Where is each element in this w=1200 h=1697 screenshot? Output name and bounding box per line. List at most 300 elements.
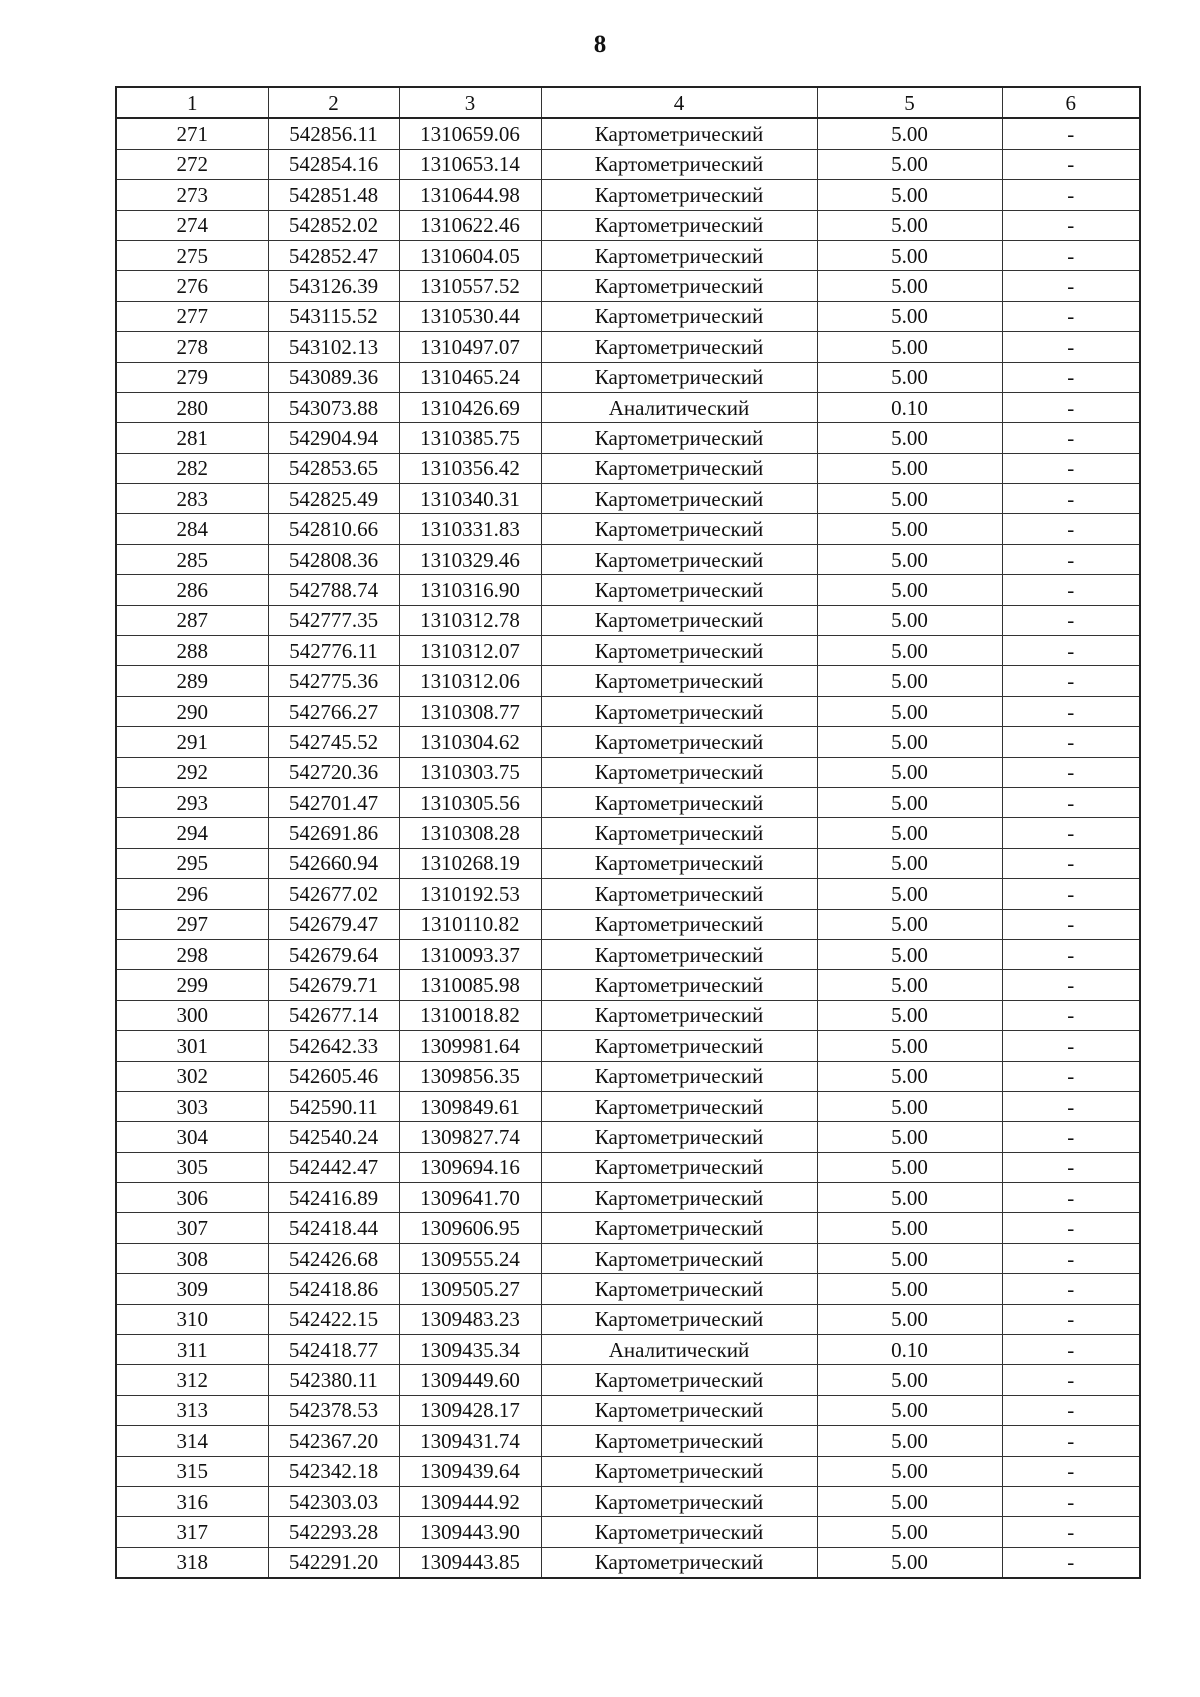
cell-method: Картометрический bbox=[541, 544, 817, 574]
cell-method: Аналитический bbox=[541, 1335, 817, 1365]
cell-note: - bbox=[1002, 1486, 1140, 1516]
cell-coordinate-y: 1309431.74 bbox=[399, 1426, 541, 1456]
cell-method: Картометрический bbox=[541, 757, 817, 787]
table-header bbox=[116, 87, 1140, 118]
table-row bbox=[116, 453, 1140, 483]
cell-note: - bbox=[1002, 727, 1140, 757]
cell-coordinate-x: 542852.02 bbox=[268, 210, 399, 240]
cell-method: Картометрический bbox=[541, 118, 817, 149]
cell-coordinate-x: 542660.94 bbox=[268, 848, 399, 878]
cell-point-number: 313 bbox=[116, 1395, 268, 1425]
cell-note: - bbox=[1002, 514, 1140, 544]
cell-note: - bbox=[1002, 818, 1140, 848]
cell-accuracy: 5.00 bbox=[817, 1183, 1002, 1213]
cell-coordinate-x: 542418.44 bbox=[268, 1213, 399, 1243]
cell-method: Картометрический bbox=[541, 818, 817, 848]
cell-coordinate-y: 1310622.46 bbox=[399, 210, 541, 240]
cell-note: - bbox=[1002, 1122, 1140, 1152]
table-row bbox=[116, 484, 1140, 514]
cell-coordinate-y: 1310340.31 bbox=[399, 484, 541, 514]
cell-accuracy: 5.00 bbox=[817, 1456, 1002, 1486]
table-row bbox=[116, 1243, 1140, 1273]
cell-method: Картометрический bbox=[541, 1213, 817, 1243]
cell-coordinate-y: 1309505.27 bbox=[399, 1274, 541, 1304]
cell-point-number: 298 bbox=[116, 939, 268, 969]
page-number: 8 bbox=[593, 31, 607, 58]
table-row bbox=[116, 362, 1140, 392]
cell-coordinate-x: 542426.68 bbox=[268, 1243, 399, 1273]
cell-coordinate-x: 542904.94 bbox=[268, 423, 399, 453]
cell-method: Картометрический bbox=[541, 1122, 817, 1152]
table-row bbox=[116, 787, 1140, 817]
column-header-1: 1 bbox=[116, 87, 268, 118]
cell-coordinate-y: 1309444.92 bbox=[399, 1486, 541, 1516]
cell-note: - bbox=[1002, 1335, 1140, 1365]
cell-note: - bbox=[1002, 1456, 1140, 1486]
table-row bbox=[116, 1061, 1140, 1091]
cell-point-number: 317 bbox=[116, 1517, 268, 1547]
cell-coordinate-y: 1310085.98 bbox=[399, 970, 541, 1000]
table-row bbox=[116, 1517, 1140, 1547]
table-row bbox=[116, 544, 1140, 574]
table-row bbox=[116, 149, 1140, 179]
cell-note: - bbox=[1002, 1395, 1140, 1425]
cell-note: - bbox=[1002, 301, 1140, 331]
cell-point-number: 282 bbox=[116, 453, 268, 483]
cell-method: Картометрический bbox=[541, 1365, 817, 1395]
cell-accuracy: 5.00 bbox=[817, 149, 1002, 179]
table-row bbox=[116, 757, 1140, 787]
cell-method: Картометрический bbox=[541, 1426, 817, 1456]
cell-note: - bbox=[1002, 149, 1140, 179]
cell-coordinate-y: 1310465.24 bbox=[399, 362, 541, 392]
cell-method: Картометрический bbox=[541, 727, 817, 757]
cell-coordinate-x: 543126.39 bbox=[268, 271, 399, 301]
cell-accuracy: 5.00 bbox=[817, 970, 1002, 1000]
cell-method: Картометрический bbox=[541, 636, 817, 666]
cell-point-number: 277 bbox=[116, 301, 268, 331]
cell-coordinate-y: 1310557.52 bbox=[399, 271, 541, 301]
cell-note: - bbox=[1002, 1183, 1140, 1213]
cell-coordinate-x: 543089.36 bbox=[268, 362, 399, 392]
cell-coordinate-x: 542745.52 bbox=[268, 727, 399, 757]
cell-accuracy: 5.00 bbox=[817, 1486, 1002, 1516]
cell-method: Картометрический bbox=[541, 879, 817, 909]
cell-coordinate-x: 542677.14 bbox=[268, 1000, 399, 1030]
table-row bbox=[116, 1274, 1140, 1304]
cell-method: Картометрический bbox=[541, 484, 817, 514]
cell-method: Картометрический bbox=[541, 696, 817, 726]
table-row bbox=[116, 636, 1140, 666]
cell-accuracy: 5.00 bbox=[817, 271, 1002, 301]
cell-coordinate-x: 542418.77 bbox=[268, 1335, 399, 1365]
cell-method: Картометрический bbox=[541, 514, 817, 544]
cell-accuracy: 5.00 bbox=[817, 1000, 1002, 1030]
cell-note: - bbox=[1002, 879, 1140, 909]
cell-coordinate-y: 1310356.42 bbox=[399, 453, 541, 483]
cell-coordinate-y: 1309856.35 bbox=[399, 1061, 541, 1091]
cell-note: - bbox=[1002, 1000, 1140, 1030]
cell-coordinate-x: 542775.36 bbox=[268, 666, 399, 696]
cell-coordinate-x: 542642.33 bbox=[268, 1031, 399, 1061]
cell-point-number: 275 bbox=[116, 240, 268, 270]
cell-point-number: 291 bbox=[116, 727, 268, 757]
cell-method: Картометрический bbox=[541, 939, 817, 969]
cell-point-number: 293 bbox=[116, 787, 268, 817]
table-row bbox=[116, 1395, 1140, 1425]
cell-method: Картометрический bbox=[541, 575, 817, 605]
cell-method: Картометрический bbox=[541, 970, 817, 1000]
table-row bbox=[116, 240, 1140, 270]
table-row bbox=[116, 879, 1140, 909]
table-row bbox=[116, 1152, 1140, 1182]
cell-coordinate-y: 1309443.90 bbox=[399, 1517, 541, 1547]
cell-accuracy: 5.00 bbox=[817, 605, 1002, 635]
cell-accuracy: 5.00 bbox=[817, 1122, 1002, 1152]
cell-note: - bbox=[1002, 1517, 1140, 1547]
cell-point-number: 307 bbox=[116, 1213, 268, 1243]
cell-point-number: 309 bbox=[116, 1274, 268, 1304]
cell-accuracy: 5.00 bbox=[817, 453, 1002, 483]
cell-method: Картометрический bbox=[541, 1486, 817, 1516]
cell-method: Картометрический bbox=[541, 332, 817, 362]
cell-point-number: 310 bbox=[116, 1304, 268, 1334]
cell-note: - bbox=[1002, 605, 1140, 635]
cell-point-number: 301 bbox=[116, 1031, 268, 1061]
cell-coordinate-x: 542378.53 bbox=[268, 1395, 399, 1425]
cell-accuracy: 5.00 bbox=[817, 118, 1002, 149]
table-row bbox=[116, 666, 1140, 696]
cell-accuracy: 5.00 bbox=[817, 727, 1002, 757]
cell-note: - bbox=[1002, 909, 1140, 939]
cell-coordinate-x: 542590.11 bbox=[268, 1091, 399, 1121]
cell-method: Картометрический bbox=[541, 149, 817, 179]
cell-note: - bbox=[1002, 970, 1140, 1000]
cell-accuracy: 5.00 bbox=[817, 210, 1002, 240]
table-row bbox=[116, 1091, 1140, 1121]
cell-note: - bbox=[1002, 210, 1140, 240]
cell-accuracy: 0.10 bbox=[817, 392, 1002, 422]
cell-accuracy: 5.00 bbox=[817, 818, 1002, 848]
cell-coordinate-y: 1310312.78 bbox=[399, 605, 541, 635]
cell-accuracy: 5.00 bbox=[817, 301, 1002, 331]
cell-point-number: 271 bbox=[116, 118, 268, 149]
cell-coordinate-x: 542810.66 bbox=[268, 514, 399, 544]
table-row bbox=[116, 423, 1140, 453]
cell-method: Картометрический bbox=[541, 1304, 817, 1334]
cell-note: - bbox=[1002, 848, 1140, 878]
cell-method: Картометрический bbox=[541, 423, 817, 453]
cell-note: - bbox=[1002, 423, 1140, 453]
cell-method: Картометрический bbox=[541, 605, 817, 635]
cell-method: Аналитический bbox=[541, 392, 817, 422]
cell-coordinate-y: 1310018.82 bbox=[399, 1000, 541, 1030]
cell-method: Картометрический bbox=[541, 362, 817, 392]
cell-accuracy: 5.00 bbox=[817, 666, 1002, 696]
table-row bbox=[116, 514, 1140, 544]
cell-coordinate-x: 542808.36 bbox=[268, 544, 399, 574]
table-row bbox=[116, 1365, 1140, 1395]
cell-accuracy: 5.00 bbox=[817, 180, 1002, 210]
table-row bbox=[116, 575, 1140, 605]
cell-coordinate-y: 1309435.34 bbox=[399, 1335, 541, 1365]
cell-coordinate-x: 542416.89 bbox=[268, 1183, 399, 1213]
cell-point-number: 296 bbox=[116, 879, 268, 909]
cell-note: - bbox=[1002, 757, 1140, 787]
cell-accuracy: 5.00 bbox=[817, 362, 1002, 392]
cell-coordinate-x: 542422.15 bbox=[268, 1304, 399, 1334]
cell-note: - bbox=[1002, 636, 1140, 666]
cell-note: - bbox=[1002, 1213, 1140, 1243]
cell-method: Картометрический bbox=[541, 1243, 817, 1273]
cell-coordinate-y: 1309483.23 bbox=[399, 1304, 541, 1334]
cell-method: Картометрический bbox=[541, 787, 817, 817]
cell-note: - bbox=[1002, 1365, 1140, 1395]
table-row bbox=[116, 1031, 1140, 1061]
cell-coordinate-x: 543073.88 bbox=[268, 392, 399, 422]
cell-accuracy: 5.00 bbox=[817, 1213, 1002, 1243]
cell-point-number: 302 bbox=[116, 1061, 268, 1091]
cell-point-number: 314 bbox=[116, 1426, 268, 1456]
cell-accuracy: 5.00 bbox=[817, 1061, 1002, 1091]
cell-accuracy: 5.00 bbox=[817, 1547, 1002, 1578]
cell-coordinate-y: 1310268.19 bbox=[399, 848, 541, 878]
cell-coordinate-y: 1310497.07 bbox=[399, 332, 541, 362]
cell-coordinate-x: 542853.65 bbox=[268, 453, 399, 483]
cell-method: Картометрический bbox=[541, 1395, 817, 1425]
cell-coordinate-y: 1310604.05 bbox=[399, 240, 541, 270]
cell-method: Картометрический bbox=[541, 1547, 817, 1578]
cell-point-number: 294 bbox=[116, 818, 268, 848]
cell-coordinate-y: 1309439.64 bbox=[399, 1456, 541, 1486]
cell-method: Картометрический bbox=[541, 453, 817, 483]
cell-coordinate-x: 542442.47 bbox=[268, 1152, 399, 1182]
cell-coordinate-y: 1310530.44 bbox=[399, 301, 541, 331]
cell-accuracy: 5.00 bbox=[817, 1517, 1002, 1547]
cell-method: Картометрический bbox=[541, 1517, 817, 1547]
cell-coordinate-y: 1310312.07 bbox=[399, 636, 541, 666]
cell-accuracy: 5.00 bbox=[817, 240, 1002, 270]
cell-coordinate-y: 1309428.17 bbox=[399, 1395, 541, 1425]
cell-method: Картометрический bbox=[541, 210, 817, 240]
cell-note: - bbox=[1002, 180, 1140, 210]
cell-method: Картометрический bbox=[541, 1031, 817, 1061]
cell-coordinate-x: 542788.74 bbox=[268, 575, 399, 605]
cell-coordinate-x: 542776.11 bbox=[268, 636, 399, 666]
cell-accuracy: 5.00 bbox=[817, 636, 1002, 666]
table-row bbox=[116, 1000, 1140, 1030]
table-row bbox=[116, 1456, 1140, 1486]
cell-point-number: 281 bbox=[116, 423, 268, 453]
cell-point-number: 274 bbox=[116, 210, 268, 240]
cell-coordinate-x: 542766.27 bbox=[268, 696, 399, 726]
table-row bbox=[116, 271, 1140, 301]
table-row bbox=[116, 605, 1140, 635]
cell-method: Картометрический bbox=[541, 1091, 817, 1121]
cell-coordinate-x: 542291.20 bbox=[268, 1547, 399, 1578]
cell-point-number: 316 bbox=[116, 1486, 268, 1516]
cell-accuracy: 0.10 bbox=[817, 1335, 1002, 1365]
table-row bbox=[116, 848, 1140, 878]
cell-coordinate-x: 542852.47 bbox=[268, 240, 399, 270]
cell-accuracy: 5.00 bbox=[817, 1426, 1002, 1456]
cell-note: - bbox=[1002, 1091, 1140, 1121]
cell-note: - bbox=[1002, 362, 1140, 392]
cell-coordinate-y: 1309443.85 bbox=[399, 1547, 541, 1578]
cell-coordinate-y: 1310110.82 bbox=[399, 909, 541, 939]
table-row bbox=[116, 1122, 1140, 1152]
cell-note: - bbox=[1002, 696, 1140, 726]
cell-accuracy: 5.00 bbox=[817, 484, 1002, 514]
cell-point-number: 286 bbox=[116, 575, 268, 605]
table-row bbox=[116, 970, 1140, 1000]
cell-point-number: 276 bbox=[116, 271, 268, 301]
cell-coordinate-x: 542293.28 bbox=[268, 1517, 399, 1547]
column-header-6: 6 bbox=[1002, 87, 1140, 118]
cell-method: Картометрический bbox=[541, 909, 817, 939]
table-row bbox=[116, 392, 1140, 422]
cell-accuracy: 5.00 bbox=[817, 879, 1002, 909]
cell-accuracy: 5.00 bbox=[817, 909, 1002, 939]
cell-method: Картометрический bbox=[541, 666, 817, 696]
table-row bbox=[116, 1304, 1140, 1334]
cell-note: - bbox=[1002, 666, 1140, 696]
cell-point-number: 285 bbox=[116, 544, 268, 574]
cell-coordinate-x: 542679.47 bbox=[268, 909, 399, 939]
cell-note: - bbox=[1002, 240, 1140, 270]
table-row bbox=[116, 696, 1140, 726]
cell-coordinate-x: 542856.11 bbox=[268, 118, 399, 149]
cell-point-number: 287 bbox=[116, 605, 268, 635]
table-row bbox=[116, 1547, 1140, 1578]
cell-coordinate-x: 542777.35 bbox=[268, 605, 399, 635]
cell-point-number: 305 bbox=[116, 1152, 268, 1182]
cell-coordinate-y: 1309555.24 bbox=[399, 1243, 541, 1273]
cell-accuracy: 5.00 bbox=[817, 1274, 1002, 1304]
cell-coordinate-y: 1310653.14 bbox=[399, 149, 541, 179]
cell-coordinate-y: 1309694.16 bbox=[399, 1152, 541, 1182]
cell-note: - bbox=[1002, 1274, 1140, 1304]
cell-coordinate-x: 542679.71 bbox=[268, 970, 399, 1000]
cell-method: Картометрический bbox=[541, 1152, 817, 1182]
cell-method: Картометрический bbox=[541, 1061, 817, 1091]
cell-note: - bbox=[1002, 1061, 1140, 1091]
cell-coordinate-y: 1309981.64 bbox=[399, 1031, 541, 1061]
cell-coordinate-y: 1310192.53 bbox=[399, 879, 541, 909]
cell-coordinate-y: 1310426.69 bbox=[399, 392, 541, 422]
cell-coordinate-y: 1310385.75 bbox=[399, 423, 541, 453]
cell-accuracy: 5.00 bbox=[817, 787, 1002, 817]
table-row bbox=[116, 1486, 1140, 1516]
cell-point-number: 306 bbox=[116, 1183, 268, 1213]
cell-coordinate-y: 1310304.62 bbox=[399, 727, 541, 757]
cell-method: Картометрический bbox=[541, 1183, 817, 1213]
cell-accuracy: 5.00 bbox=[817, 575, 1002, 605]
cell-point-number: 273 bbox=[116, 180, 268, 210]
cell-note: - bbox=[1002, 1426, 1140, 1456]
table-row bbox=[116, 818, 1140, 848]
table-row bbox=[116, 727, 1140, 757]
cell-note: - bbox=[1002, 484, 1140, 514]
cell-coordinate-x: 542605.46 bbox=[268, 1061, 399, 1091]
table-row bbox=[116, 939, 1140, 969]
cell-point-number: 289 bbox=[116, 666, 268, 696]
table-row bbox=[116, 332, 1140, 362]
cell-coordinate-x: 543115.52 bbox=[268, 301, 399, 331]
cell-coordinate-x: 542367.20 bbox=[268, 1426, 399, 1456]
cell-coordinate-y: 1309606.95 bbox=[399, 1213, 541, 1243]
cell-point-number: 312 bbox=[116, 1365, 268, 1395]
cell-coordinate-x: 542825.49 bbox=[268, 484, 399, 514]
cell-coordinate-y: 1310659.06 bbox=[399, 118, 541, 149]
cell-point-number: 311 bbox=[116, 1335, 268, 1365]
cell-note: - bbox=[1002, 271, 1140, 301]
cell-point-number: 318 bbox=[116, 1547, 268, 1578]
cell-coordinate-x: 542679.64 bbox=[268, 939, 399, 969]
cell-accuracy: 5.00 bbox=[817, 332, 1002, 362]
cell-note: - bbox=[1002, 118, 1140, 149]
cell-note: - bbox=[1002, 453, 1140, 483]
cell-point-number: 279 bbox=[116, 362, 268, 392]
cell-note: - bbox=[1002, 1304, 1140, 1334]
cell-accuracy: 5.00 bbox=[817, 514, 1002, 544]
cell-point-number: 315 bbox=[116, 1456, 268, 1486]
cell-accuracy: 5.00 bbox=[817, 939, 1002, 969]
cell-point-number: 280 bbox=[116, 392, 268, 422]
cell-coordinate-x: 543102.13 bbox=[268, 332, 399, 362]
cell-coordinate-x: 542854.16 bbox=[268, 149, 399, 179]
table-row bbox=[116, 118, 1140, 149]
cell-coordinate-y: 1309827.74 bbox=[399, 1122, 541, 1152]
cell-note: - bbox=[1002, 332, 1140, 362]
cell-coordinate-y: 1310308.77 bbox=[399, 696, 541, 726]
column-header-2: 2 bbox=[268, 87, 399, 118]
table-row bbox=[116, 301, 1140, 331]
cell-coordinate-x: 542540.24 bbox=[268, 1122, 399, 1152]
cell-coordinate-x: 542380.11 bbox=[268, 1365, 399, 1395]
cell-coordinate-y: 1310312.06 bbox=[399, 666, 541, 696]
cell-accuracy: 5.00 bbox=[817, 1243, 1002, 1273]
column-header-3: 3 bbox=[399, 87, 541, 118]
cell-accuracy: 5.00 bbox=[817, 1304, 1002, 1334]
cell-coordinate-y: 1309641.70 bbox=[399, 1183, 541, 1213]
table-row bbox=[116, 1335, 1140, 1365]
cell-point-number: 295 bbox=[116, 848, 268, 878]
table-row bbox=[116, 1183, 1140, 1213]
cell-coordinate-x: 542720.36 bbox=[268, 757, 399, 787]
cell-point-number: 278 bbox=[116, 332, 268, 362]
cell-accuracy: 5.00 bbox=[817, 1091, 1002, 1121]
column-header-5: 5 bbox=[817, 87, 1002, 118]
cell-point-number: 304 bbox=[116, 1122, 268, 1152]
table-row bbox=[116, 210, 1140, 240]
cell-point-number: 300 bbox=[116, 1000, 268, 1030]
cell-method: Картометрический bbox=[541, 1274, 817, 1304]
table-body bbox=[116, 118, 1140, 1578]
cell-accuracy: 5.00 bbox=[817, 696, 1002, 726]
cell-coordinate-y: 1310308.28 bbox=[399, 818, 541, 848]
table-row bbox=[116, 180, 1140, 210]
cell-point-number: 272 bbox=[116, 149, 268, 179]
cell-note: - bbox=[1002, 1243, 1140, 1273]
cell-accuracy: 5.00 bbox=[817, 757, 1002, 787]
header-row bbox=[116, 87, 1140, 118]
cell-coordinate-x: 542342.18 bbox=[268, 1456, 399, 1486]
cell-accuracy: 5.00 bbox=[817, 544, 1002, 574]
cell-note: - bbox=[1002, 939, 1140, 969]
cell-coordinate-x: 542418.86 bbox=[268, 1274, 399, 1304]
cell-note: - bbox=[1002, 787, 1140, 817]
